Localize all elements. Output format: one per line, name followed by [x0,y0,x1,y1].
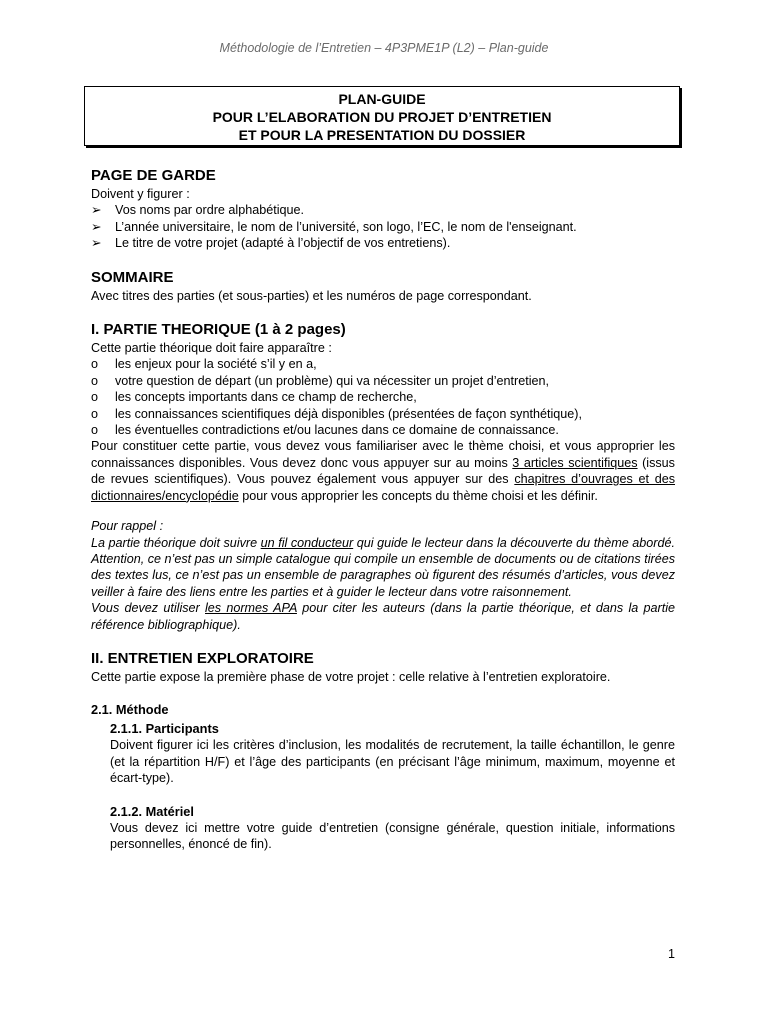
list-item: o les enjeux pour la société s’il y en a, [91,357,317,372]
list-item: ➢ L’année universitaire, le nom de l’université, son logo, l’EC, le nom de l'enseignant. [91,219,577,234]
page-de-garde-heading: PAGE DE GARDE [91,167,216,184]
title-line-2: POUR L’ELABORATION DU PROJET D’ENTRETIEN [212,109,552,125]
running-header: Méthodologie de l’Entretien – 4P3PME1P (L2) – Plan-guide [219,41,549,55]
articles-scientifiques-emphasis: 3 articles scientifiques [512,455,638,470]
materiel-text: Vous devez ici mettre votre guide d’entretien (consigne générale, question initiale, informations personnelles, énoncé de fin). [110,820,675,851]
participants-heading: 2.1.1. Participants [110,721,219,737]
rappel-block [91,518,675,633]
entretien-heading: II. ENTRETIEN EXPLORATOIRE [91,649,314,667]
title-box [84,86,680,146]
sommaire-heading: SOMMAIRE [91,268,174,286]
list-item: o les éventuelles contradictions et/ou lacunes dans ce domaine de connaissance. [91,423,559,438]
methode-heading: 2.1. Méthode [91,702,169,718]
apa-paragraph: Vous devez utiliser les normes APA pour citer les auteurs (dans la partie théorique, et dans la partie référence bibliographique). [91,601,676,632]
rappel-paragraph: La partie théorique doit suivre un fil conducteur qui guide le lecteur dans la découverte du thème abordé. Attention, ce n’est pas un simple catalogue qui compile un ensemble de documents ou de citations tirées des textes lus, ce n’est pas un ensemble de paragraphes où figurent des résumés d’articles, vous devez veiller à faire des liens entre les parties et à guider le lecteur dans votre raisonnement. [91,535,675,599]
normes-apa-emphasis: les normes APA [205,601,297,616]
partie-theorique-paragraph: Pour constituer cette partie, vous devez vous familiariser avec le thème choisi, et vous approprier les connaissances disponibles. Vous devez donc vous appuyer sur au moins 3 articles scientifiques (issus de revues scientifiques). Vous pouvez également vous appuyer sur des chapitres d’ouvrages et des dictionnaires/encyclopédie pour vous approprier les concepts du thème choisi et les définir. [91,439,675,503]
list-item: ➢ Le titre de votre projet (adapté à l’objectif de vos entretiens). [91,236,451,251]
rappel-label: Pour rappel : [91,519,164,534]
participants-text: Doivent figurer ici les critères d’inclusion, les modalités de recrutement, la taille échantillon, le genre (et la répartition H/F) et l’âge des participants (en précisant l’âge minimum, maximum, moyenne et écart-type). [110,738,675,786]
materiel-heading: 2.1.2. Matériel [110,803,194,819]
partie-theorique-intro: Cette partie théorique doit faire apparaître : [91,341,332,356]
circle-bullet-icon: o [91,373,99,388]
circle-bullet-icon: o [91,406,99,421]
list-item: o les concepts importants dans ce champ de recherche, [91,390,417,405]
partie-theorique-list [91,356,675,438]
partie-theorique-heading: I. PARTIE THEORIQUE (1 à 2 pages) [91,321,346,339]
list-item: o votre question de départ (un problème) qui va nécessiter un projet d’entretien, [91,373,550,388]
entretien-intro: Cette partie expose la première phase de votre projet : celle relative à l’entretien exploratoire. [91,669,611,684]
arrow-bullet-icon: ➢ [91,219,102,234]
arrow-bullet-icon: ➢ [91,236,102,251]
chapitres-ouvrages-emphasis: chapitres d’ouvrages et des dictionnaires/encyclopédie [91,472,675,503]
document-body [91,166,675,852]
page-de-garde-list [91,202,675,251]
circle-bullet-icon: o [91,357,99,372]
title-line-3: ET POUR LA PRESENTATION DU DOSSIER [238,127,526,143]
arrow-bullet-icon: ➢ [91,203,102,218]
title-line-1: PLAN-GUIDE [338,91,426,107]
page-number: 1 [668,947,676,961]
page-de-garde-intro: Doivent y figurer : [91,187,190,201]
circle-bullet-icon: o [91,390,99,405]
sommaire-text: Avec titres des parties (et sous-parties) et les numéros de page correspondant. [91,288,532,303]
participants-section [91,720,675,852]
list-item: o les connaissances scientifiques déjà disponibles (présentées de façon synthétique), [91,406,582,421]
circle-bullet-icon: o [91,423,99,438]
fil-conducteur-emphasis: un fil conducteur [260,535,354,550]
list-item: ➢ Vos noms par ordre alphabétique. [91,203,305,218]
